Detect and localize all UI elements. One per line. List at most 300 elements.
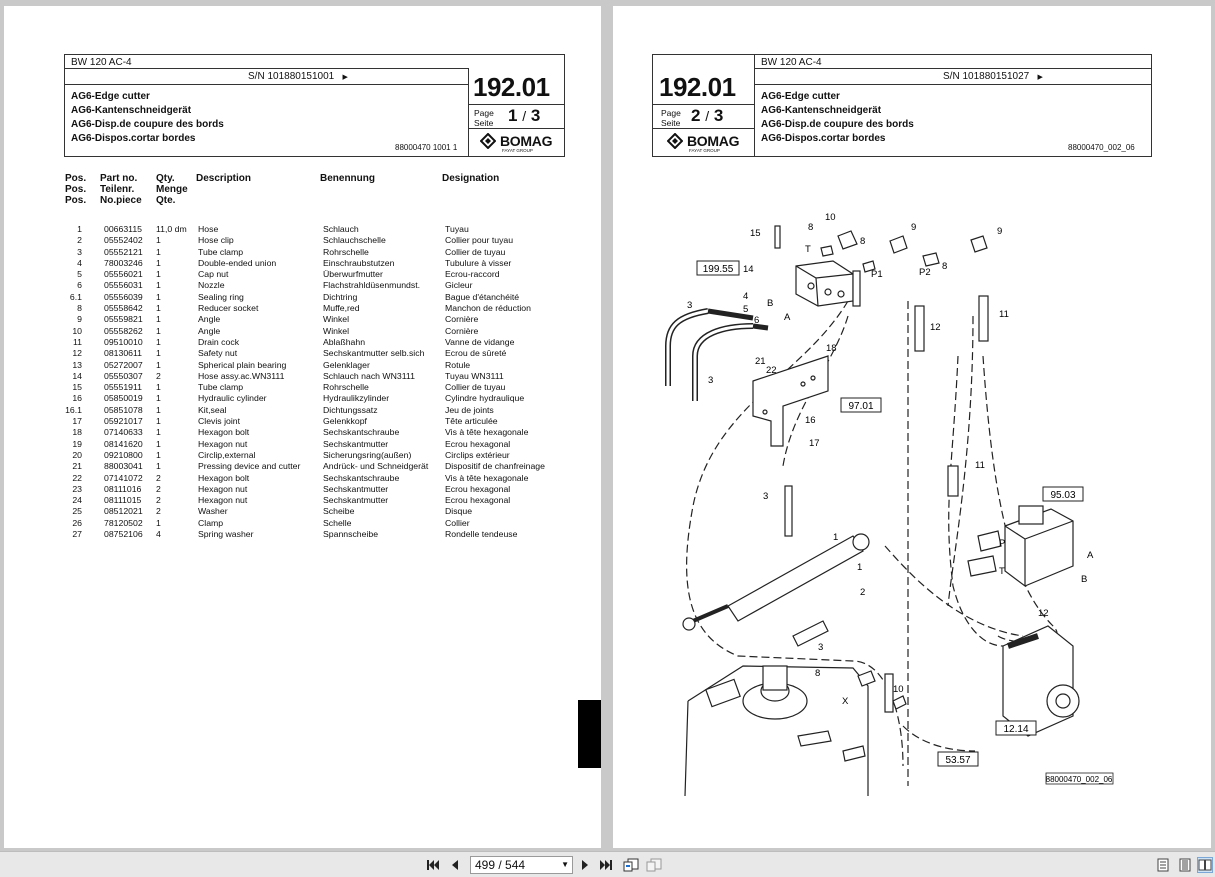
column-header-benennung: Benennung <box>320 173 375 184</box>
table-row <box>4 518 601 529</box>
quantity-cell: 2 <box>156 495 161 506</box>
description-cell: Reducer socket <box>198 303 259 314</box>
quantity-cell: 4 <box>156 529 161 540</box>
table-row <box>4 473 601 484</box>
benennung-cell: Schlauch <box>323 224 359 234</box>
part-number-cell: 05556021 <box>104 269 143 280</box>
model-label: BW 120 AC-4 <box>761 57 822 68</box>
benennung-cell: Andrück- und Schneidgerät <box>323 461 429 472</box>
position-cell: 27 <box>72 529 82 540</box>
quantity-cell: 1 <box>156 314 161 325</box>
description-cell: Clevis joint <box>198 416 241 427</box>
designation-cell: Ecrou hexagonal <box>445 483 511 494</box>
table-row <box>4 529 601 540</box>
ref-12-14: 12.14 <box>1003 724 1029 735</box>
table-row <box>4 427 601 438</box>
single-page-icon <box>1157 858 1169 872</box>
document-number: 88000470_002_06 <box>1068 143 1135 152</box>
benennung-cell: Ablaßhahn <box>323 336 366 347</box>
title-es: AG6-Dispos.cortar bordes <box>71 133 196 144</box>
position-cell: 16.1 <box>65 404 82 415</box>
quantity-cell: 1 <box>156 303 161 314</box>
designation-cell: Tuyau WN3111 <box>445 370 504 381</box>
title-fr: AG6-Disp.de coupure des bords <box>761 119 914 130</box>
benennung-cell: Rohrschelle <box>323 246 369 257</box>
callout-5: 5 <box>743 304 749 315</box>
position-cell: 16 <box>72 393 82 404</box>
table-row <box>4 303 601 314</box>
callout-21: 21 <box>755 356 766 367</box>
benennung-cell: Einschraubstutzen <box>323 257 395 268</box>
description-cell: Tube clamp <box>198 382 244 393</box>
callout-3b: 3 <box>708 375 714 386</box>
table-row <box>4 450 601 461</box>
part-number-cell: 05551911 <box>104 382 143 393</box>
designation-cell: Rondelle tendeuse <box>445 529 518 540</box>
description-cell: Hexagon bolt <box>198 427 250 438</box>
designation-cell: Ecrou hexagonal <box>445 495 511 506</box>
part-number-cell: 78120502 <box>104 517 143 528</box>
description-cell: Hexagon bolt <box>198 472 250 483</box>
part-number-cell: 07141072 <box>104 472 143 483</box>
description-cell: Drain cock <box>198 336 240 347</box>
callout-9b: 9 <box>997 226 1003 237</box>
table-row <box>4 348 601 359</box>
document-page-left <box>4 6 601 848</box>
bomag-logo: BOMAG FAYAT GROUP <box>480 133 552 149</box>
table-row <box>4 405 601 416</box>
quantity-cell: 2 <box>156 506 161 517</box>
callout-18: 18 <box>826 343 837 354</box>
bomag-logo: BOMAG FAYAT GROUP <box>667 133 739 149</box>
benennung-cell: Überwurfmutter <box>323 269 383 280</box>
table-row <box>4 269 601 280</box>
quantity-cell: 1 <box>156 427 161 438</box>
part-number-cell: 88003041 <box>104 461 143 472</box>
designation-cell: Tubulure à visser <box>445 257 512 268</box>
title-block <box>652 54 1152 157</box>
facing-pages-view-button[interactable] <box>1197 857 1213 873</box>
part-number-cell: 08512021 <box>104 506 143 517</box>
quantity-cell: 1 <box>156 246 161 257</box>
designation-cell: Cornière <box>445 314 479 325</box>
quantity-cell: 1 <box>156 416 161 427</box>
title-block <box>64 54 565 157</box>
table-row <box>4 371 601 382</box>
table-row <box>4 495 601 506</box>
description-cell: Nozzle <box>198 280 225 291</box>
description-cell: Pressing device and cutter <box>198 461 301 472</box>
designation-cell: Collier <box>445 517 470 528</box>
callout-9a: 9 <box>911 222 917 233</box>
description-cell: Angle <box>198 325 221 336</box>
part-number-cell: 00663115 <box>104 224 143 234</box>
description-cell: Kit,seal <box>198 404 227 415</box>
description-cell: Spring washer <box>198 529 254 540</box>
callout-22: 22 <box>766 365 777 376</box>
callout-1a: 1 <box>833 532 839 543</box>
callout-6: 6 <box>754 315 760 326</box>
benennung-cell: Sechskantmutter <box>323 483 389 494</box>
position-cell: 12 <box>72 348 82 359</box>
part-number-cell: 08141620 <box>104 438 143 449</box>
column-header-pos: Pos. Pos. Pos. <box>65 173 87 206</box>
description-cell: Circlip,external <box>198 449 256 460</box>
designation-cell: Jeu de joints <box>445 404 494 415</box>
next-page-button[interactable] <box>577 857 593 873</box>
callout-a-right: A <box>1087 550 1094 561</box>
table-row <box>4 247 601 258</box>
quantity-cell: 1 <box>156 359 161 370</box>
page-number-field[interactable]: 499 / 544 ▼ <box>470 856 573 874</box>
title-es: AG6-Dispos.cortar bordes <box>761 133 886 144</box>
forward-view-icon <box>646 858 662 872</box>
part-number-cell: 09210800 <box>104 449 143 460</box>
callout-t: T <box>999 566 1005 577</box>
description-cell: Hydraulic cylinder <box>198 393 267 404</box>
designation-cell: Vanne de vidange <box>445 336 515 347</box>
callout-12b: 12 <box>1038 608 1049 619</box>
callout-8c: 8 <box>942 261 948 272</box>
position-cell: 13 <box>72 359 82 370</box>
designation-cell: Rotule <box>445 359 471 370</box>
position-cell: 21 <box>72 461 82 472</box>
description-cell: Angle <box>198 314 221 325</box>
back-view-icon <box>623 858 639 872</box>
designation-cell: Dispositif de chanfreinage <box>445 461 545 472</box>
title-de: AG6-Kantenschneidgerät <box>71 105 192 116</box>
page-label-en: Page <box>661 108 681 118</box>
callout-1b: 1 <box>857 562 863 573</box>
quantity-cell: 11,0 dm <box>156 224 187 234</box>
ref-199-55: 199.55 <box>702 264 734 275</box>
description-cell: Hose assy.ac.WN3111 <box>198 370 285 381</box>
position-cell: 24 <box>72 495 82 506</box>
ref-95-03: 95.03 <box>1050 490 1076 501</box>
designation-cell: Circlips extérieur <box>445 449 510 460</box>
exploded-parts-diagram <box>653 206 1173 796</box>
callout-4: 4 <box>743 291 749 302</box>
column-header-part: Part no. Teilenr. No.piece <box>100 173 142 206</box>
position-cell: 15 <box>72 382 82 393</box>
quantity-cell: 2 <box>156 472 161 483</box>
position-cell: 2 <box>77 235 82 246</box>
table-row <box>4 416 601 427</box>
callout-15: 15 <box>750 228 761 239</box>
benennung-cell: Flachstrahldüsenmundst. <box>323 280 421 291</box>
quantity-cell: 1 <box>156 438 161 449</box>
part-number-cell: 05550307 <box>104 370 143 381</box>
benennung-cell: Dichtungssatz <box>323 404 378 415</box>
position-cell: 19 <box>72 438 82 449</box>
callout-8b: 8 <box>860 236 866 247</box>
callout-b-right: B <box>1081 574 1088 585</box>
designation-cell: Ecrou de sûreté <box>445 348 507 359</box>
position-cell: 14 <box>72 370 82 381</box>
benennung-cell: Dichtring <box>323 291 358 302</box>
quantity-cell: 1 <box>156 517 161 528</box>
callout-t-top: T <box>805 244 811 255</box>
benennung-cell: Rohrschelle <box>323 382 369 393</box>
description-cell: Hose <box>198 224 219 234</box>
column-header-qty: Qty. Menge Qte. <box>156 173 188 206</box>
ref-97-01: 97.01 <box>848 401 874 412</box>
benennung-cell: Sicherungsring(außen) <box>323 449 412 460</box>
title-de: AG6-Kantenschneidgerät <box>761 105 882 116</box>
callout-11b: 11 <box>975 460 985 471</box>
bomag-logo-icon <box>667 133 683 149</box>
callout-10b: 10 <box>893 684 904 695</box>
position-cell: 20 <box>72 449 82 460</box>
position-cell: 9 <box>77 314 82 325</box>
description-cell: Sealing ring <box>198 291 244 302</box>
callout-p1: P1 <box>871 269 883 280</box>
quantity-cell: 1 <box>156 336 161 347</box>
table-row <box>4 484 601 495</box>
title-en: AG6-Edge cutter <box>761 91 840 102</box>
last-page-icon <box>599 859 613 871</box>
description-cell: Safety nut <box>198 348 238 359</box>
callout-a: A <box>784 312 791 323</box>
part-number-cell: 05556031 <box>104 280 143 291</box>
part-number-cell: 09510010 <box>104 336 143 347</box>
title-fr: AG6-Disp.de coupure des bords <box>71 119 224 130</box>
go-back-button[interactable] <box>623 857 639 873</box>
page-label-en: Page <box>474 108 494 118</box>
parts-list <box>4 224 601 540</box>
part-number-cell: 07140633 <box>104 427 143 438</box>
previous-page-icon <box>450 859 460 871</box>
title-en: AG6-Edge cutter <box>71 91 150 102</box>
position-cell: 22 <box>72 472 82 483</box>
continuous-view-button[interactable] <box>1177 857 1193 873</box>
part-number-cell: 08111016 <box>104 483 142 494</box>
viewer-toolbar <box>0 851 1215 877</box>
callout-12a: 12 <box>930 322 941 333</box>
position-cell: 1 <box>77 224 82 234</box>
designation-cell: Cylindre hydraulique <box>445 393 525 404</box>
table-row <box>4 506 601 517</box>
previous-page-button[interactable] <box>447 857 463 873</box>
quantity-cell: 1 <box>156 257 161 268</box>
position-cell: 6 <box>77 280 82 291</box>
benennung-cell: Winkel <box>323 314 350 325</box>
callout-11a: 11 <box>999 309 1009 320</box>
table-row <box>4 224 601 235</box>
table-row <box>4 461 601 472</box>
table-row <box>4 235 601 246</box>
last-page-button[interactable] <box>598 857 614 873</box>
continuous-page-icon <box>1179 858 1191 872</box>
benennung-cell: Winkel <box>323 325 350 336</box>
description-cell: Clamp <box>198 517 224 528</box>
callout-3a: 3 <box>687 300 693 311</box>
group-number: 192.01 <box>659 72 736 102</box>
benennung-cell: Schelle <box>323 517 352 528</box>
description-cell: Washer <box>198 506 228 517</box>
description-cell: Spherical plain bearing <box>198 359 287 370</box>
single-page-view-button[interactable] <box>1155 857 1171 873</box>
description-cell: Tube clamp <box>198 246 244 257</box>
chevron-down-icon[interactable]: ▼ <box>561 860 569 869</box>
facing-pages-icon <box>1198 858 1212 872</box>
benennung-cell: Hydraulikzylinder <box>323 393 390 404</box>
description-cell: Hexagon nut <box>198 495 248 506</box>
designation-cell: Collier de tuyau <box>445 382 506 393</box>
designation-cell: Vis à tête hexagonale <box>445 472 529 483</box>
position-cell: 10 <box>72 325 82 336</box>
description-cell: Hexagon nut <box>198 483 248 494</box>
quantity-cell: 2 <box>156 370 161 381</box>
callout-3c: 3 <box>763 491 769 502</box>
designation-cell: Ecrou hexagonal <box>445 438 511 449</box>
part-number-cell: 05552121 <box>104 246 143 257</box>
callout-p2: P2 <box>919 267 931 278</box>
section-tab <box>578 700 601 768</box>
designation-cell: Tête articulée <box>445 416 498 427</box>
document-page-right <box>613 6 1211 848</box>
table-row <box>4 360 601 371</box>
first-page-icon <box>426 859 440 871</box>
description-cell: Hose clip <box>198 235 234 246</box>
quantity-cell: 1 <box>156 382 161 393</box>
designation-cell: Ecrou-raccord <box>445 269 500 280</box>
column-header-description: Description <box>196 173 252 184</box>
description-cell: Cap nut <box>198 269 229 280</box>
position-cell: 11 <box>72 336 82 347</box>
position-cell: 6.1 <box>69 291 82 302</box>
part-number-cell: 05272007 <box>104 359 143 370</box>
part-number-cell: 05559821 <box>104 314 143 325</box>
callout-10a: 10 <box>825 212 836 223</box>
designation-cell: Bague d'étanchéité <box>445 291 520 302</box>
part-number-cell: 05556039 <box>104 291 143 302</box>
page-label-de: Seite <box>661 118 681 128</box>
part-number-cell: 08111015 <box>104 495 142 506</box>
quantity-cell: 1 <box>156 461 161 472</box>
benennung-cell: Sechskantschraube <box>323 472 400 483</box>
callout-8a: 8 <box>808 222 814 233</box>
table-row <box>4 292 601 303</box>
position-cell: 25 <box>72 506 82 517</box>
first-page-button[interactable] <box>425 857 441 873</box>
description-cell: Double-ended union <box>198 257 277 268</box>
table-row <box>4 393 601 404</box>
table-row <box>4 258 601 269</box>
table-row <box>4 439 601 450</box>
quantity-cell: 2 <box>156 483 161 494</box>
quantity-cell: 1 <box>156 404 161 415</box>
part-number-cell: 08752106 <box>104 529 143 540</box>
callout-8d: 8 <box>815 668 821 679</box>
bomag-logo-icon <box>480 133 496 149</box>
position-cell: 5 <box>77 269 82 280</box>
table-row <box>4 337 601 348</box>
position-cell: 26 <box>72 517 82 528</box>
quantity-cell: 1 <box>156 291 161 302</box>
serial-number: S/N 101880151001 ▶ <box>248 71 348 82</box>
document-number: 88000470 1001 1 <box>395 143 458 152</box>
quantity-cell: 1 <box>156 348 161 359</box>
callout-17: 17 <box>809 438 820 449</box>
quantity-cell: 1 <box>156 325 161 336</box>
designation-cell: Cornière <box>445 325 479 336</box>
model-label: BW 120 AC-4 <box>71 57 132 68</box>
designation-cell: Disque <box>445 506 473 517</box>
drawing-number: 88000470_002_06 <box>1045 775 1113 784</box>
position-cell: 17 <box>72 416 82 427</box>
part-number-cell: 05850019 <box>104 393 143 404</box>
table-row <box>4 280 601 291</box>
designation-cell: Vis à tête hexagonale <box>445 427 529 438</box>
callout-b: B <box>767 298 774 309</box>
quantity-cell: 1 <box>156 449 161 460</box>
table-row <box>4 382 601 393</box>
part-number-cell: 05558262 <box>104 325 143 336</box>
callout-x: X <box>842 696 849 707</box>
position-cell: 3 <box>77 246 82 257</box>
page-of-total: 2 / 3 <box>691 106 724 125</box>
benennung-cell: Sechskantschraube <box>323 427 400 438</box>
benennung-cell: Muffe,red <box>323 303 360 314</box>
benennung-cell: Sechskantmutter <box>323 495 389 506</box>
callout-3d: 3 <box>818 642 824 653</box>
designation-cell: Collier pour tuyau <box>445 235 514 246</box>
quantity-cell: 1 <box>156 280 161 291</box>
callout-16: 16 <box>805 415 816 426</box>
benennung-cell: Scheibe <box>323 506 355 517</box>
serial-number: S/N 101880151027 ▶ <box>943 71 1043 82</box>
group-number: 192.01 <box>473 72 550 102</box>
designation-cell: Manchon de réduction <box>445 303 531 314</box>
go-forward-button[interactable] <box>646 857 662 873</box>
part-number-cell: 05558642 <box>104 303 143 314</box>
position-cell: 23 <box>72 483 82 494</box>
designation-cell: Gicleur <box>445 280 473 291</box>
benennung-cell: Sechskantmutter selb.sich <box>323 348 425 359</box>
position-cell: 8 <box>77 303 82 314</box>
part-number-cell: 05552402 <box>104 235 143 246</box>
quantity-cell: 1 <box>156 393 161 404</box>
position-cell: 4 <box>77 257 82 268</box>
part-number-cell: 78003246 <box>104 257 143 268</box>
benennung-cell: Spannscheibe <box>323 529 379 540</box>
designation-cell: Collier de tuyau <box>445 246 506 257</box>
callout-p: P <box>999 538 1006 549</box>
table-row <box>4 314 601 325</box>
position-cell: 18 <box>72 427 82 438</box>
part-number-cell: 08130611 <box>104 348 143 359</box>
next-page-icon <box>580 859 590 871</box>
table-row <box>4 326 601 337</box>
description-cell: Hexagon nut <box>198 438 248 449</box>
benennung-cell: Sechskantmutter <box>323 438 389 449</box>
benennung-cell: Gelenklager <box>323 359 370 370</box>
benennung-cell: Gelenkkopf <box>323 416 367 427</box>
designation-cell: Tuyau <box>445 224 469 234</box>
page-label-de: Seite <box>474 118 494 128</box>
part-number-cell: 05851078 <box>104 404 143 415</box>
ref-53-57: 53.57 <box>945 755 971 766</box>
callout-14: 14 <box>743 264 754 275</box>
column-header-designation: Designation <box>442 173 500 184</box>
benennung-cell: Schlauchschelle <box>323 235 386 246</box>
quantity-cell: 1 <box>156 235 161 246</box>
part-number-cell: 05921017 <box>104 416 143 427</box>
benennung-cell: Schlauch nach WN3111 <box>323 370 415 381</box>
callout-2: 2 <box>860 587 866 598</box>
quantity-cell: 1 <box>156 269 161 280</box>
